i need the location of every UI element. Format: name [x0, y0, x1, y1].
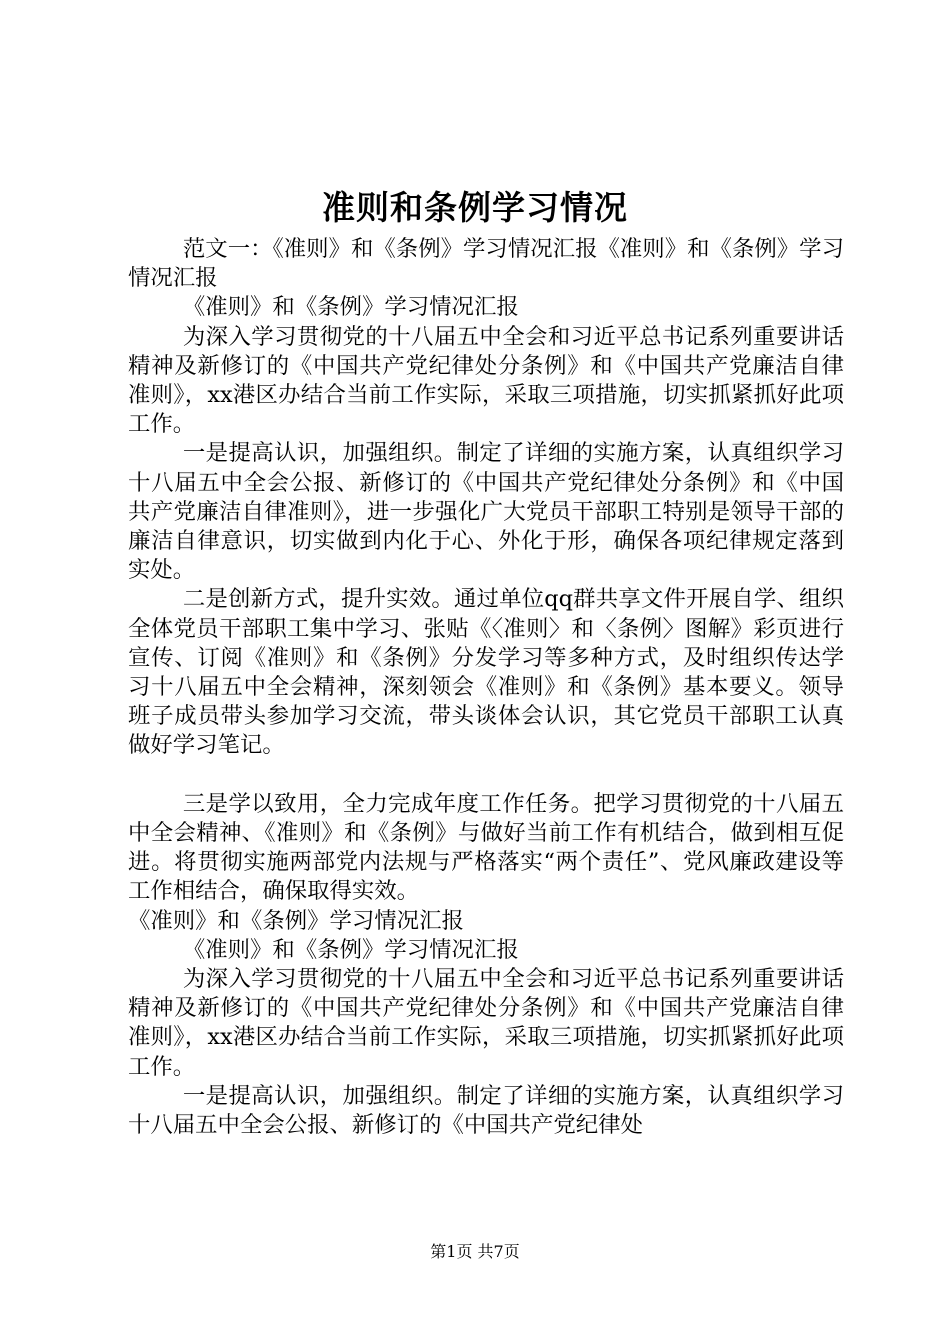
document-title: 准则和条例学习情况 [322, 188, 628, 227]
paragraph-intro: 范文一：《准则》和《条例》学习情况汇报《准则》和《条例》学习情况汇报 [128, 236, 844, 292]
paragraph-repeat-opening: 为深入学习贯彻党的十八届五中全会和习近平总书记系列重要讲话精神及新修订的《中国共产党纪律处分条例》和《中国共产党廉洁自律准则》，xx港区办结合当前工作实际，采取三项措施，切实抓紧抓好此项工作。 [128, 966, 844, 1080]
paragraph-repeat-title: 《准则》和《条例》学习情况汇报 [128, 907, 464, 934]
paragraph-point-three: 三是学以致用，全力完成年度工作任务。把学习贯彻党的十八届五中全会精神、《准则》和《条例》与做好当前工作有机结合，做到相互促进。将贯彻实施两部党内法规与严格落实“两个责任”、党风廉政建设等工作相结合，确保取得实效。 [128, 790, 844, 905]
paragraph-point-two: 二是创新方式，提升实效。通过单位qq群共享文件开展自学、组织全体党员干部职工集中学习、张贴《〈准则〉和〈条例〉图解》彩页进行宣传、订阅《准则》和《条例》分发学习等多种方式，及时组织传达学习十八届五中全会精神，深刻领会《准则》和《条例》基本要义。领导班子成员带头参加学习交流，带头谈体会认识，其它党员干部职工认真做好学习笔记。 [128, 586, 844, 759]
document-body [128, 235, 844, 1140]
paragraph-point-one: 一是提高认识，加强组织。制定了详细的实施方案，认真组织学习十八届五中全会公报、新修订的《中国共产党纪律处分条例》和《中国共产党廉洁自律准则》，进一步强化广大党员干部职工特别是领导干部的廉洁自律意识，切实做到内化于心、外化于形，确保各项纪律规定落到实处。 [128, 440, 844, 584]
page-number: 第1页 共7页 [430, 1242, 520, 1261]
paragraph-repeat-point-one: 一是提高认识，加强组织。制定了详细的实施方案，认真组织学习十八届五中全会公报、新修订的《中国共产党纪律处 [128, 1082, 844, 1139]
paragraph-opening: 为深入学习贯彻党的十八届五中全会和习近平总书记系列重要讲话精神及新修订的《中国共产党纪律处分条例》和《中国共产党廉洁自律准则》，xx港区办结合当前工作实际，采取三项措施，切实抓紧抓好此项工作。 [128, 323, 844, 438]
paragraph-repeat-heading: 《准则》和《条例》学习情况汇报 [182, 936, 519, 963]
paragraph-gap [128, 761, 844, 790]
paragraph-heading: 《准则》和《条例》学习情况汇报 [182, 294, 519, 321]
